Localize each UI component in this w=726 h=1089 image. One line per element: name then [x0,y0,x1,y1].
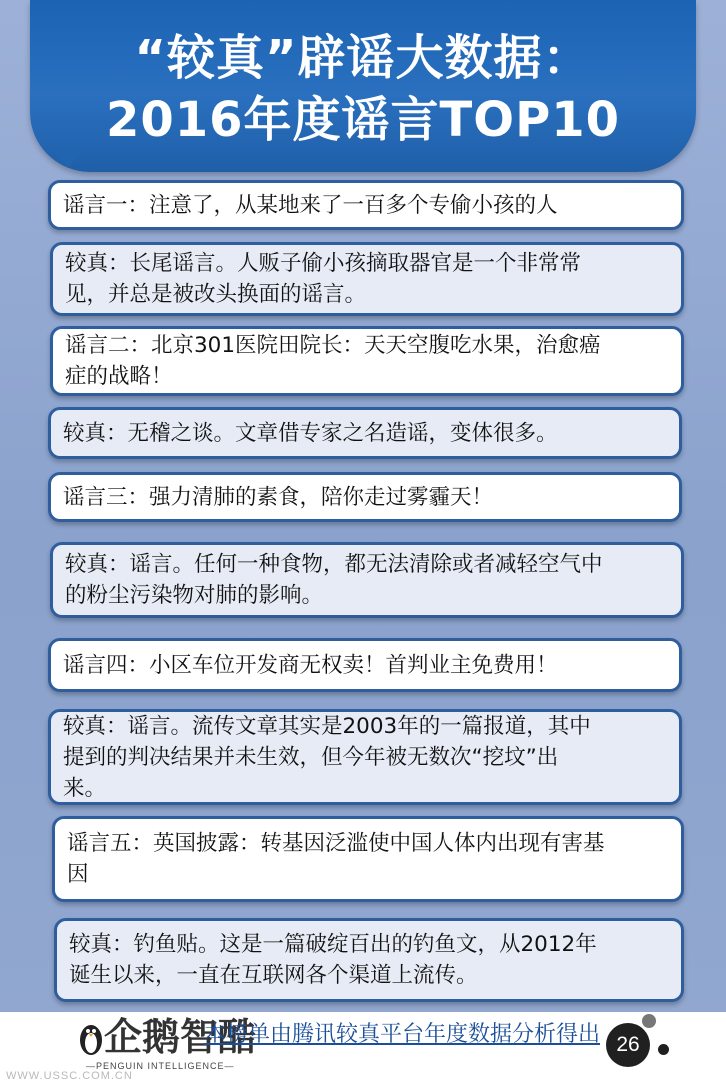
rumor-card-5 [52,816,684,902]
truth-2-text: 较真：无稽之谈。文章借专家之名造谣，变体很多。 [63,420,558,446]
truth-card-5 [54,918,684,1002]
rumor-card-3 [48,472,682,522]
rumor-card-1 [48,180,684,230]
truth-card-3 [50,542,684,618]
penguin-logo-icon [76,1020,106,1056]
page-title-line-2: 2016年度谣言TOP10 [105,92,621,148]
truth-4-line-2: 提到的判决结果并未生效，但今年被无数次“挖坟”出 [63,744,559,770]
page-title-line-1: “较真”辟谣大数据： [134,30,592,86]
truth-card-1 [50,242,684,316]
decorative-dot [658,1044,669,1055]
page-number: 26 [606,1023,650,1067]
truth-3-line-2: 的粉尘污染物对肺的影响。 [65,583,324,608]
brand-logo-text: 企鹅智酷 [104,1014,257,1059]
truth-card-4 [48,709,682,805]
truth-3-line-1: 较真：谣言。任何一种食物，都无法清除或者减轻空气中 [65,552,603,577]
rumor-3-text: 谣言三：强力清肺的素食，陪你走过雾霾天！ [63,484,494,510]
truth-1-line-2: 见，并总是被改头换面的谣言。 [65,282,367,307]
rumor-1-text: 谣言一：注意了，从某地来了一百多个专偷小孩的人 [63,192,558,218]
site-watermark: WWW.USSC.COM.CN [6,1070,133,1082]
title-banner [30,0,696,172]
rumor-5-line-2: 因 [67,862,89,887]
truth-5-line-2: 诞生以来，一直在互联网各个渠道上流传。 [69,963,478,988]
truth-5-line-1: 较真：钓鱼贴。这是一篇破绽百出的钓鱼文，从2012年 [69,932,597,957]
truth-4-line-1: 较真：谣言。流传文章其实是2003年的一篇报道，其中 [63,713,591,739]
rumor-2-line-2: 症的战略！ [65,364,173,389]
rumor-5-line-1: 谣言五：英国披露：转基因泛滥使中国人体内出现有害基 [67,831,605,856]
truth-4-line-3: 来。 [63,775,107,801]
truth-1-line-1: 较真：长尾谣言。人贩子偷小孩摘取器官是一个非常常 [65,251,582,276]
decorative-dot [642,1014,656,1028]
banner-notch [54,150,82,168]
source-note: 本榜单由腾讯较真平台年度数据分析得出 [204,1022,601,1047]
rumor-2-line-1: 谣言二：北京301医院田院长：天天空腹吃水果，治愈癌 [65,333,601,358]
brand-logo-subtitle: —PENGUIN INTELLIGENCE— [86,1061,235,1071]
truth-card-2 [48,407,682,459]
rumor-4-text: 谣言四：小区车位开发商无权卖！首判业主免费用！ [63,652,558,678]
rumor-card-2 [50,326,684,396]
rumor-card-4 [48,638,682,692]
